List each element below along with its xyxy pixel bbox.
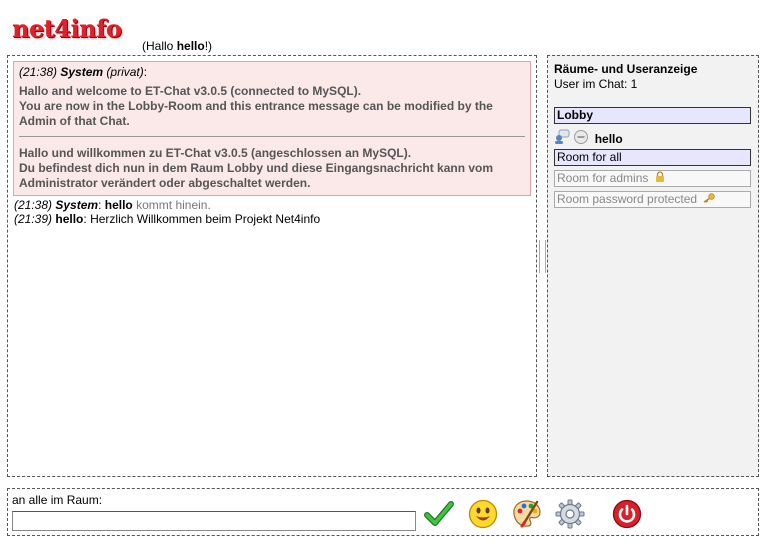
room-for-all[interactable]: Room for all [554,149,751,166]
message-sender: System [55,198,99,212]
message-text: Herzlich Willkommen beim Projekt Net4info [90,212,321,226]
room-lobby[interactable]: Lobby [554,107,751,124]
logout-power-icon[interactable] [611,498,643,530]
settings-gear-icon[interactable] [554,498,586,530]
send-check-icon[interactable] [423,498,455,530]
message-input[interactable] [12,511,416,531]
lock-icon [655,171,665,186]
welcome-text-en-2: You are now in the Lobby-Room and this entrance message can be modified by the Admin of that Chat. [19,99,493,128]
status-away-icon [573,129,589,148]
user-name[interactable]: hello [594,131,623,146]
color-palette-icon[interactable] [511,498,543,530]
recipient-label: an alle im Raum: [12,493,103,507]
key-icon [703,192,715,207]
chat-message: (21:39) hello: Herzlich Willkommen beim Projekt Net4info [14,212,321,226]
message-user: hello [104,198,133,212]
panel-resize-handle[interactable] [539,240,546,273]
room-for-admins[interactable]: Room for admins [554,170,751,187]
chat-message: (21:38) System: hello kommt hinein. [14,198,211,212]
site-logo: net4info [12,14,122,43]
user-list-item[interactable] [554,129,623,145]
welcome-text-de-2: Du befindest dich nun in dem Raum Lobby und diese Eingangsnachricht kann vom Administrator verändert oder abgeschaltet werden. [19,161,494,190]
welcome-text-de-1: Hallo und willkommen zu ET-Chat v3.0.5 (angeschlossen an MySQL). [19,146,412,160]
message-text: kommt hinein. [136,198,211,212]
chat-messages-panel[interactable] [7,55,537,477]
sidebar-title: Räume- und Useranzeige [554,62,698,76]
message-input-panel [7,488,759,536]
user-chat-icon[interactable] [554,129,570,148]
message-sender: hello [55,212,84,226]
user-count: User im Chat: 1 [554,77,638,91]
welcome-text-en-1: Hallo and welcome to ET-Chat v3.0.5 (connected to MySQL). [19,84,362,98]
user-room-panel [547,55,759,477]
greeting-username: hello [176,39,205,53]
message-scope: (privat) [106,65,144,79]
greeting: (Hallo hello!) [142,39,213,53]
message-sender: System [60,65,104,79]
divider [19,136,525,137]
message-time: (21:38) [19,65,58,79]
room-password-protected[interactable]: Room password protected [554,191,751,208]
system-welcome-message: (21:38) System (privat): Hallo and welcome to ET-Chat v3.0.5 (connected to MySQL). You are now in the Lobby-Room and this entrance message can be modified by the Admin of that Chat. Hallo und willkommen zu ET-Chat v3.0.5 (angeschlossen an MySQL). Du befindest dich nun in dem Raum Lobby und diese Eingangsnachricht kann vom Administrator verändert oder abgeschaltet werden. [13,61,531,196]
smiley-icon[interactable] [467,498,499,530]
